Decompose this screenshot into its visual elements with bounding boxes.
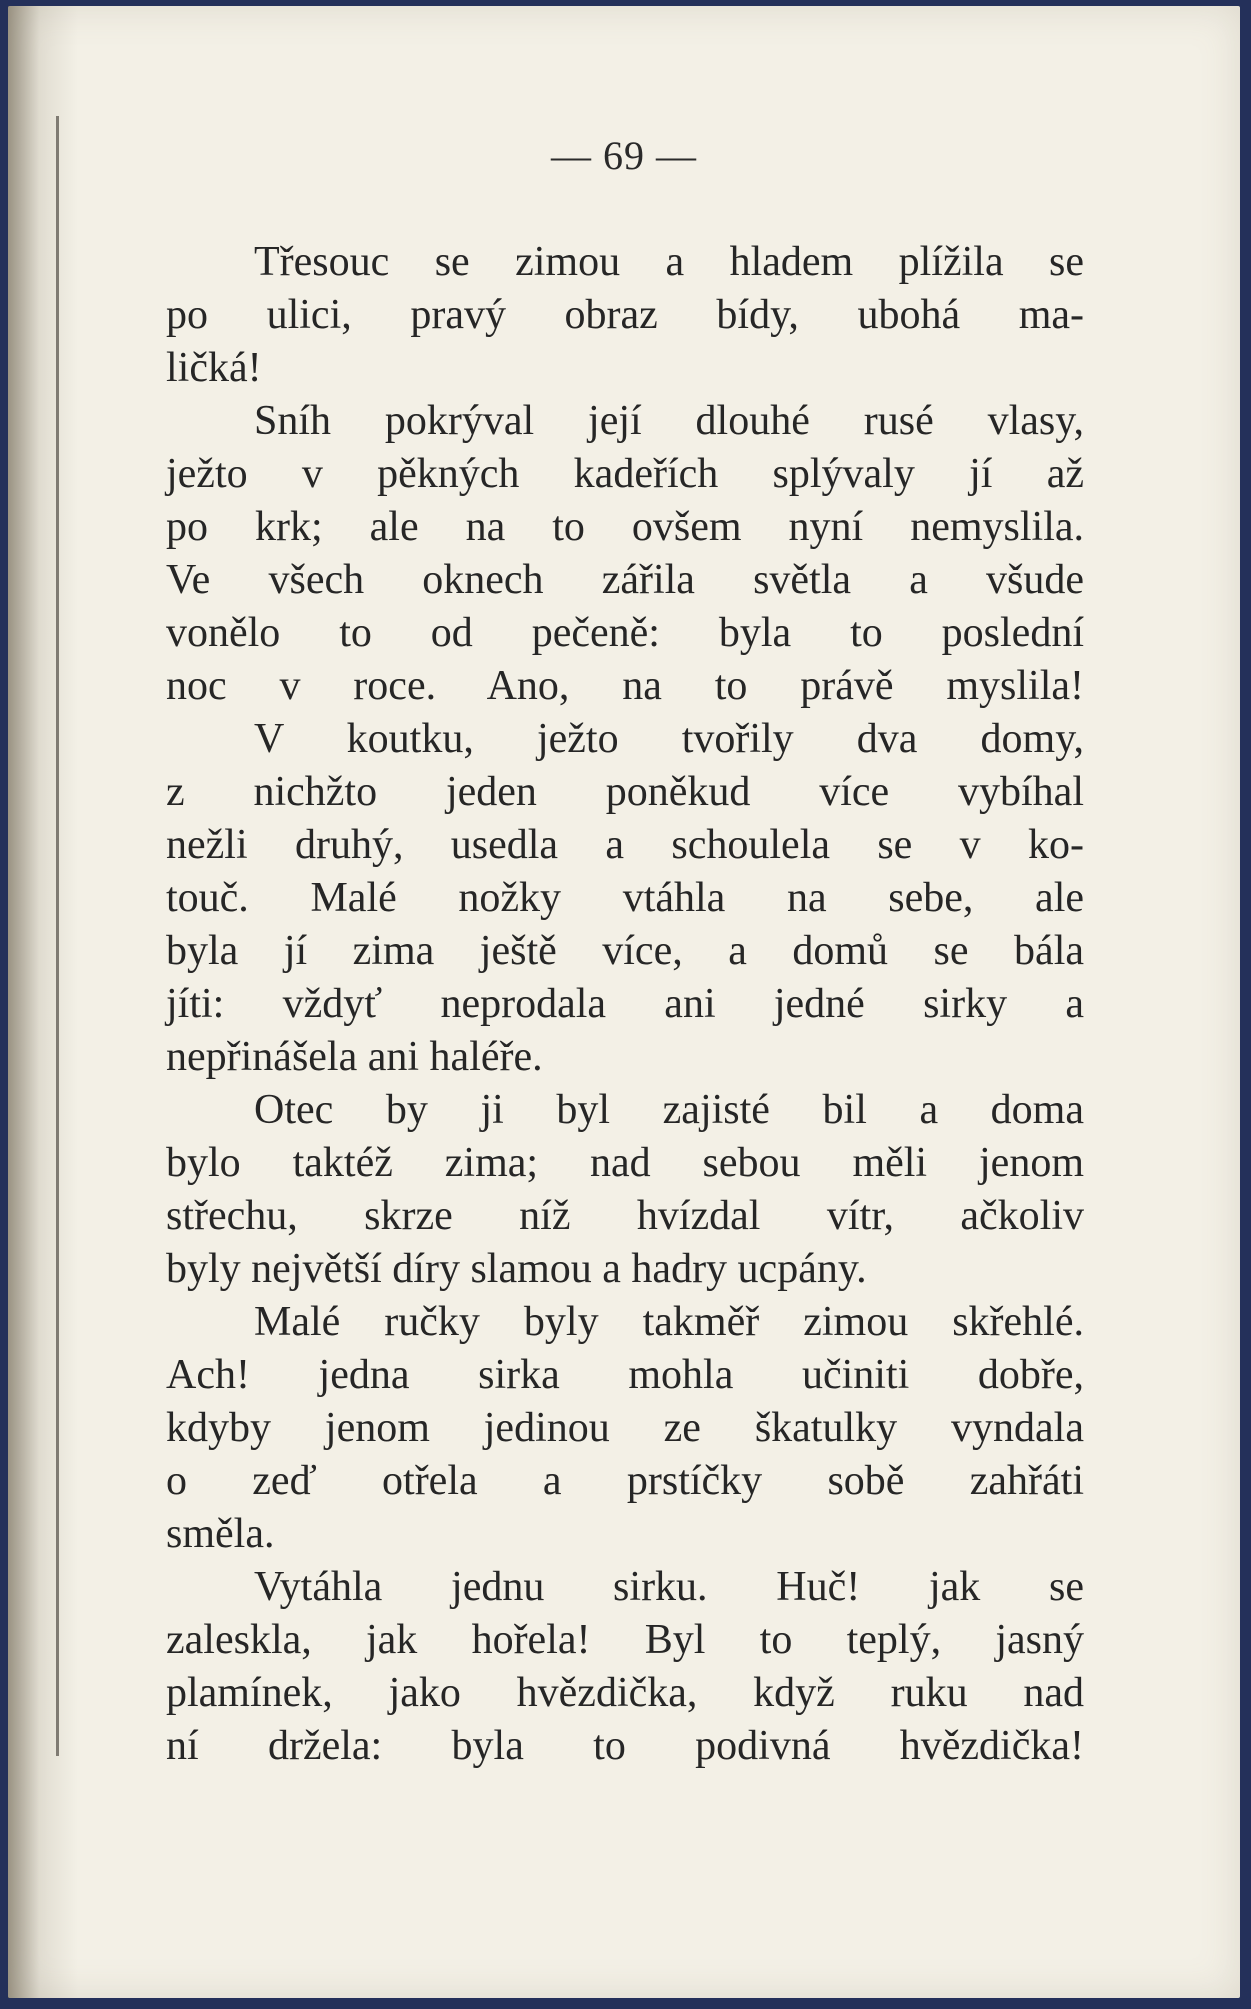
text-line: směla. (166, 1511, 275, 1557)
text-line: zaleskla, jak hořela! Byl to teplý, jasný (166, 1617, 1084, 1663)
text-line: noc v roce. Ano, na to právě myslila! (166, 663, 1084, 709)
page-number: — 69 — (551, 133, 697, 178)
text-line: kdyby jenom jedinou ze škatulky vyndala (166, 1405, 1084, 1451)
text-line: byly největší díry slamou a hadry ucpány. (166, 1246, 867, 1292)
text-line: po ulici, pravý obraz bídy, ubohá ma- (166, 292, 1084, 338)
body-text (166, 236, 1084, 1773)
text-line: po krk; ale na to ovšem nyní nemyslila. (166, 504, 1084, 550)
text-line: Ach! jedna sirka mohla učiniti dobře, (166, 1352, 1084, 1398)
text-line: bylo taktéž zima; nad sebou měli jenom (166, 1140, 1084, 1186)
text-line: vonělo to od pečeně: byla to poslední (166, 610, 1084, 656)
text-line: Ve všech oknech zářila světla a všude (166, 557, 1084, 603)
spine-shadow (8, 6, 78, 1998)
text-line: ježto v pěkných kadeřích splývaly jí až (166, 451, 1084, 497)
text-line: z nichžto jeden poněkud více vybíhal (166, 769, 1084, 815)
text-line: nepřinášela ani haléře. (166, 1034, 543, 1080)
text-line: byla jí zima ještě více, a domů se bála (166, 928, 1084, 974)
text-line: Otec by ji byl zajisté bil a doma (254, 1087, 1084, 1133)
text-line: V koutku, ježto tvořily dva domy, (254, 716, 1084, 762)
text-line: Vytáhla jednu sirku. Huč! jak se (254, 1564, 1084, 1610)
text-line: ličká! (166, 345, 262, 391)
text-line: jíti: vždyť neprodala ani jedné sirky a (166, 981, 1084, 1027)
text-line: nežli druhý, usedla a schoulela se v ko- (166, 822, 1084, 868)
text-line: o zeď otřela a prstíčky sobě zahřáti (166, 1458, 1084, 1504)
spine-line (56, 116, 59, 1756)
text-line: Třesouc se zimou a hladem plížila se (254, 239, 1084, 285)
text-line: touč. Malé nožky vtáhla na sebe, ale (166, 875, 1084, 921)
text-line: plamínek, jako hvězdička, když ruku nad (166, 1670, 1084, 1716)
book-page (8, 6, 1240, 1998)
text-line: střechu, skrze níž hvízdal vítr, ačkoliv (166, 1193, 1084, 1239)
text-line: Sníh pokrýval její dlouhé rusé vlasy, (254, 398, 1084, 444)
text-line: ní držela: byla to podivná hvězdička! (166, 1723, 1084, 1769)
text-line: Malé ručky byly takměř zimou skřehlé. (254, 1299, 1084, 1345)
